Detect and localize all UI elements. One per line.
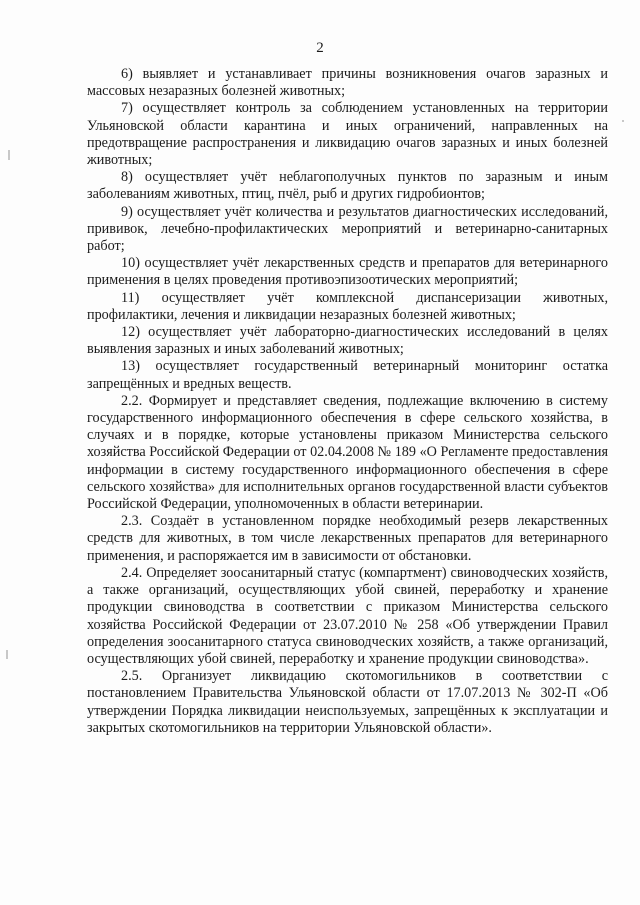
- list-item-11: 11) осуществляет учёт комплексной диспансеризации животных, профилактики, лечения и ликвидации незаразных болезней животных;: [87, 289, 608, 323]
- list-item-10: 10) осуществляет учёт лекарственных средств и препаратов для ветеринарного применения в целях проведения противоэпизоотических мероприятий;: [87, 255, 608, 289]
- list-item-12: 12) осуществляет учёт лабораторно-диагностических исследований в целях выявления заразных и иных заболеваний животных;: [87, 324, 608, 358]
- list-item-7: 7) осуществляет контроль за соблюдением установленных на территории Ульяновской области карантина и иных ограничений, направленных на предотвращение распространения и ликвидацию очагов заразных и иных болезней животных;: [87, 100, 608, 169]
- section-2-5: 2.5. Организует ликвидацию скотомогильников в соответствии с постановлением Правительства Ульяновской области от 17.07.2013 № 302-П «Об утверждении Порядка ликвидации неиспользуемых, запрещённых к эксплуатации и закрытых скотомогильников на территории Ульяновской области».: [87, 668, 608, 736]
- section-2-4: 2.4. Определяет зоосанитарный статус (компартмент) свиноводческих хозяйств, а также организаций, осуществляющих убой свиней, переработку и хранение продукции свиноводства в соответствии с приказом Министерства сельского хозяйства Российской Федерации от 23.07.2010 № 258 «Об утверждении Правил определения зоосанитарного статуса свиноводческих хозяйств, а также организаций, осуществляющих убой свиней, переработку и хранение продукции свиноводства».: [87, 564, 608, 667]
- list-item-9: 9) осуществляет учёт количества и результатов диагностических исследований, прививок, лечебно-профилактических мероприятий и ветеринарно-санитарных работ;: [87, 203, 608, 255]
- section-2-3: 2.3. Создаёт в установленном порядке необходимый резерв лекарственных средств для животных, в том числе лекарственных препаратов для ветеринарного применения, и распоряжается им в зависимости от обстановки.: [87, 513, 608, 564]
- scan-margin-mark: [8, 150, 10, 160]
- scan-margin-mark: [6, 650, 8, 659]
- list-item-13: 13) осуществляет государственный ветеринарный мониторинг остатка запрещённых и вредных веществ.: [87, 358, 608, 392]
- page-number: 2: [316, 40, 324, 56]
- list-item-8: 8) осуществляет учёт неблагополучных пунктов по заразным и иным заболеваниям животных, птиц, пчёл, рыб и других гидробионтов;: [87, 169, 608, 203]
- list-item-6: 6) выявляет и устанавливает причины возникновения очагов заразных и массовых незаразных болезней животных;: [87, 66, 608, 100]
- section-2-2: 2.2. Формирует и представляет сведения, подлежащие включению в систему государственного информационного обеспечения в сфере сельского хозяйства, в случаях и в порядке, которые установлены приказом Министерства сельского хозяйства Российской Федерации от 02.04.2008 № 189 «О Регламенте предоставления информации в систему государственного информационного обеспечения в сфере сельского хозяйства» для исполнительных органов государственной власти субъектов Российской Федерации, уполномоченных в области ветеринарии.: [87, 392, 608, 513]
- scan-margin-mark: [622, 120, 624, 122]
- document-body: [87, 66, 608, 737]
